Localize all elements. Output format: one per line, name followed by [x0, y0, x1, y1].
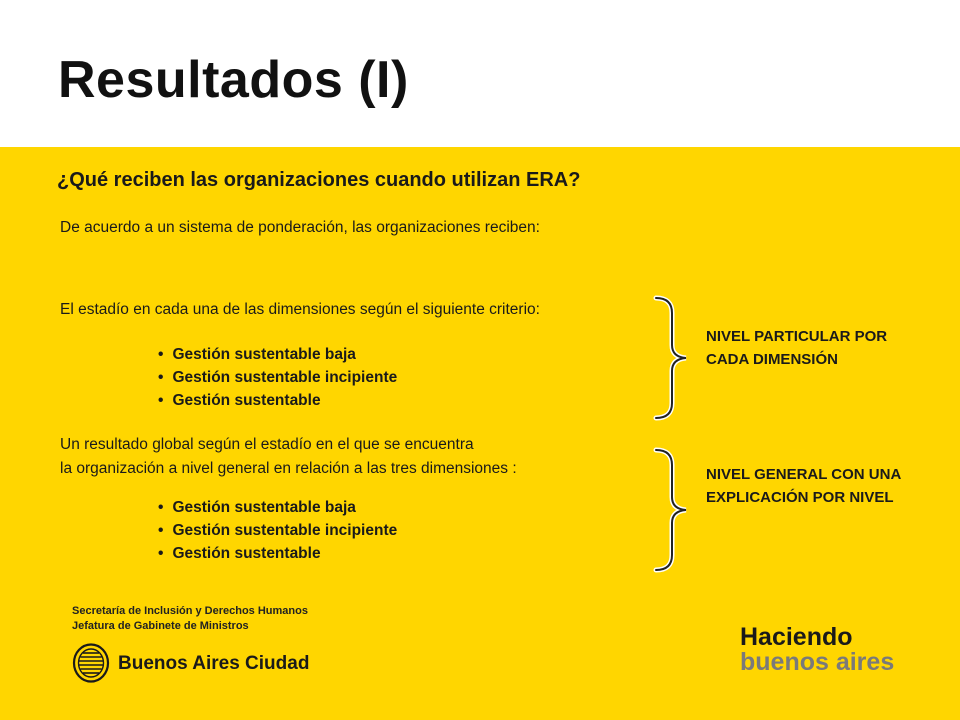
page-title: Resultados (I): [58, 51, 409, 109]
global-intro-line: Un resultado global según el estadío en el que se encuentra: [60, 436, 474, 453]
global-intro-line: la organización a nivel general en relación a las tres dimensiones :: [60, 460, 517, 477]
slogan-line-1: Haciendo: [740, 623, 853, 651]
right-brace-icon: [650, 447, 694, 573]
global-intro-text: [60, 433, 660, 481]
list-item: • Gestión sustentable baja: [158, 343, 397, 366]
buenos-aires-emblem-icon: [72, 643, 110, 683]
dimension-intro-text: El estadío en cada una de las dimensiones según el siguiente criterio:: [60, 301, 540, 318]
list-item: • Gestión sustentable incipiente: [158, 519, 397, 542]
dimension-bullet-list: [158, 343, 397, 412]
list-item: • Gestión sustentable: [158, 389, 397, 412]
content-panel: [0, 147, 960, 720]
intro-text: De acuerdo a un sistema de ponderación, las organizaciones reciben:: [60, 219, 540, 236]
list-item: • Gestión sustentable incipiente: [158, 366, 397, 389]
organization-subname: Jefatura de Gabinete de Ministros: [72, 620, 249, 632]
global-bullet-list: [158, 496, 397, 565]
right-brace-icon: [650, 295, 694, 421]
particular-level-label: NIVEL PARTICULAR POR CADA DIMENSIÓN: [706, 328, 888, 368]
slide-question: ¿Qué reciben las organizaciones cuando utilizan ERA?: [57, 169, 581, 191]
slogan-line-2: buenos aires: [740, 648, 895, 676]
list-item: • Gestión sustentable baja: [158, 496, 397, 519]
organization-name: Secretaría de Inclusión y Derechos Humanos: [72, 605, 308, 617]
list-item: • Gestión sustentable: [158, 542, 397, 565]
general-level-label: NIVEL GENERAL CON UNA EXPLICACIÓN POR NIVEL: [706, 466, 901, 506]
city-brand-name: Buenos Aires Ciudad: [118, 653, 310, 674]
